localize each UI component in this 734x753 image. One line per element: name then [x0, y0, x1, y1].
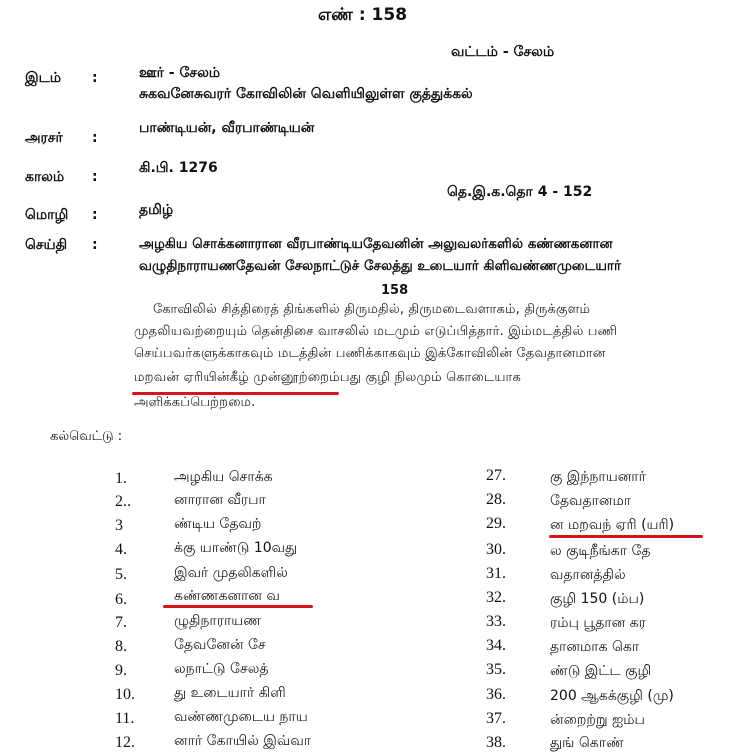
inscription-line-number: 4.	[115, 541, 127, 558]
inscription-line-number: 32.	[486, 589, 506, 606]
summary-line-5: அளிக்கப்பெற்றமை.	[134, 395, 256, 410]
inscription-line-text: துங் கொண்	[550, 735, 624, 751]
inscription-line-number: 6.	[115, 591, 127, 608]
inscription-line-text: ன மறவந் ஏரி (யரி)	[550, 517, 675, 533]
inscription-line-number: 8.	[115, 638, 127, 655]
inscription-line-number: 9.	[115, 662, 127, 679]
field-label-period: காலம்	[25, 169, 65, 185]
inscription-line-number: 10.	[115, 686, 135, 703]
circle-label: வட்டம் - சேலம்	[451, 44, 555, 60]
summary-number: 158	[381, 283, 409, 298]
inscription-line-number: 33.	[486, 613, 506, 630]
inscription-line-text: 200 ஆகக்குழி (மு)	[550, 688, 674, 704]
inscription-line-number: 37.	[486, 710, 506, 727]
highlight-underline-summary	[132, 392, 339, 395]
inscription-line-number: 12.	[115, 734, 135, 751]
inscription-line-text: க்கு யாண்டு 10வது	[174, 540, 298, 556]
field-value-news-1: அழகிய சொக்கனாரான வீரபாண்டியதேவனின் அலுவலர்களில் கண்ணகனான	[139, 236, 613, 252]
summary-line-1: கோவிலில் சித்திரைத் திங்களில் திருமதில், திருமடைவளாகம், திருக்குளம்	[153, 302, 591, 317]
inscription-line-number: 29.	[486, 515, 506, 532]
inscription-line-text: ரம்பு பூதான கர	[550, 615, 646, 631]
inscription-line-number: 35.	[486, 661, 506, 678]
inscription-line-text: லநாட்டு சேலத்	[174, 661, 269, 677]
inscription-line-text: னாரான வீரபா	[174, 492, 266, 508]
inscription-line-number: 1.	[115, 470, 127, 487]
inscription-line-number: 30.	[486, 541, 506, 558]
reference-label: தெ.இ.க.தொ 4 - 152	[447, 184, 593, 200]
field-colon: :	[92, 237, 98, 253]
inscription-line-text: ன்றைற்று ஐம்ப	[550, 712, 645, 728]
inscription-line-number: 28.	[486, 491, 506, 508]
inscription-line-number: 36.	[486, 686, 506, 703]
inscription-line-text: இவர் முதலிகளில்	[174, 565, 288, 581]
inscription-line-text: தேவனேன் சே	[174, 637, 266, 653]
field-label-king: அரசர்	[25, 130, 63, 146]
summary-line-3: செய்பவர்களுக்காகவும் மடத்தின் பணிக்காகவும் இக்கோவிலின் தேவதானமான	[134, 346, 606, 361]
highlight-underline-line-29	[549, 535, 703, 538]
inscription-line-text: கண்ணகனான வ	[174, 588, 280, 604]
inscription-line-text: அழகிய சொக்க	[174, 469, 273, 485]
inscription-line-text: ண்டு இட்ட குழி	[550, 663, 652, 679]
inscription-line-text: கு இந்நாயனார்	[550, 469, 646, 485]
field-label-place: இடம்	[25, 70, 62, 86]
inscription-line-number: 3	[115, 517, 123, 534]
inscription-line-text: ண்டிய தேவற்	[174, 516, 262, 532]
inscription-line-text: தானமாக கொ	[550, 639, 640, 655]
inscription-line-text: குழி 150 (ம்ப)	[550, 591, 645, 607]
field-colon: :	[92, 130, 98, 146]
field-value-place-1: ஊர் - சேலம்	[139, 65, 221, 81]
inscription-line-number: 7.	[115, 614, 127, 631]
inscription-line-text: னார் கோயில் இவ்வா	[174, 733, 312, 749]
inscription-line-text: ழுதிநாராயண	[174, 613, 262, 629]
highlight-underline-line-6	[163, 605, 313, 608]
field-value-place-2: சுகவனேசுவரர் கோவிலின் வெளியிலுள்ள குத்துக்கல்	[139, 86, 473, 102]
page-number-heading: எண் : 158	[318, 5, 408, 25]
inscription-line-number: 2..	[115, 493, 131, 510]
inscription-line-number: 11.	[115, 710, 135, 727]
summary-line-2: முதலியவற்றையும் தென்திசை வாசலில் மடமும் எடுப்பித்தார். இம்மடத்தில் பணி	[134, 324, 618, 339]
field-colon: :	[92, 70, 98, 86]
field-value-king: பாண்டியன், வீரபாண்டியன்	[139, 120, 315, 136]
field-colon: :	[92, 169, 98, 185]
field-value-news-2: வழுதிநாராயணதேவன் சேலநாட்டுச் சேலத்து உடையார் கிளிவண்ணமுடையார்	[139, 258, 622, 274]
summary-line-4: மறவன் ஏரியின்கீழ் முன்னூற்றைம்பது குழி நிலமும் கொடையாக	[134, 370, 522, 385]
inscription-line-number: 31.	[486, 565, 506, 582]
field-value-period: கி.பி. 1276	[139, 160, 218, 176]
inscription-line-number: 27.	[486, 467, 506, 484]
field-label-news: செய்தி	[25, 237, 68, 253]
inscription-line-text: து உடையார் கிளி	[174, 685, 286, 701]
inscription-line-number: 5.	[115, 566, 127, 583]
inscription-line-text: வண்ணமுடைய நாய	[174, 709, 308, 725]
inscription-line-number: 38.	[486, 734, 506, 751]
field-value-language: தமிழ்	[139, 202, 174, 218]
inscription-line-text: தேவதானமா	[550, 493, 632, 509]
inscription-line-text: ல குடிநீங்கா தே	[550, 543, 651, 559]
field-colon: :	[92, 207, 98, 223]
inscription-line-text: வதானத்தில்	[550, 567, 626, 583]
field-label-language: மொழி	[25, 207, 69, 223]
inscription-line-number: 34.	[486, 637, 506, 654]
inscription-label: கல்வெட்டு :	[50, 429, 123, 444]
